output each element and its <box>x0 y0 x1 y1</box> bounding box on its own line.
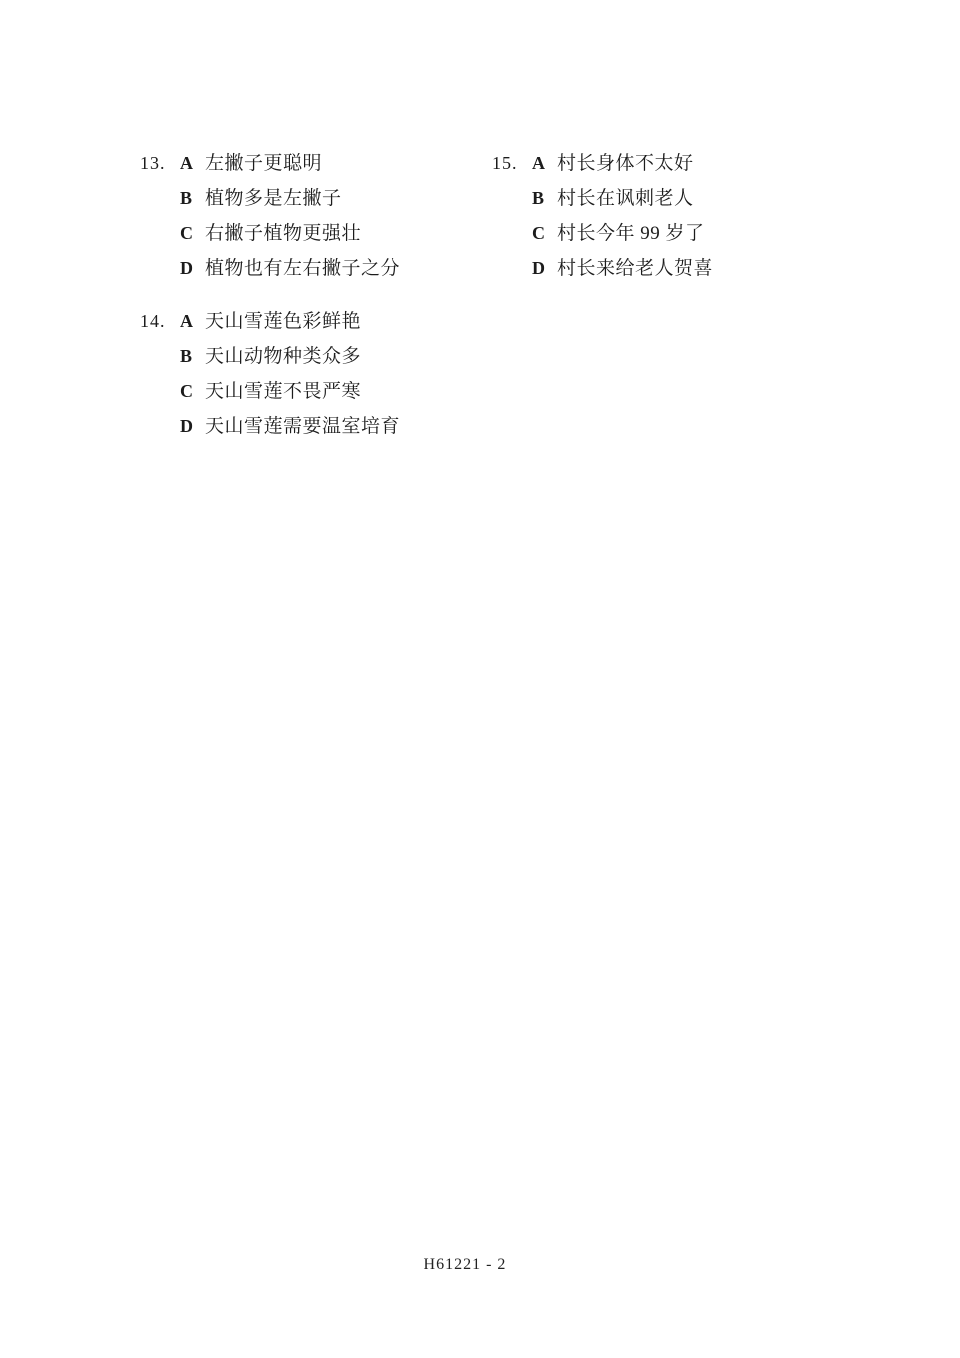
option-letter: C <box>180 223 193 243</box>
question-14 <box>140 304 400 444</box>
option-text: 天山雪莲需要温室培育 <box>205 416 401 437</box>
option-text: 植物多是左撇子 <box>205 188 342 209</box>
page-footer-code: H61221 - 2 <box>423 1256 507 1273</box>
option-15-a <box>532 146 713 181</box>
option-14-b <box>180 339 400 374</box>
option-letter: D <box>180 258 193 278</box>
option-letter: A <box>180 153 193 173</box>
question-number: 13. <box>140 153 166 173</box>
question-13 <box>140 146 400 286</box>
option-13-d <box>180 251 400 286</box>
option-15-d <box>532 251 713 286</box>
option-letter: D <box>532 258 545 278</box>
option-letter: C <box>532 223 545 243</box>
option-letter: B <box>180 346 193 366</box>
option-text: 右撇子植物更强壮 <box>205 223 362 244</box>
option-13-b <box>180 181 400 216</box>
question-number: 15. <box>492 153 518 173</box>
options-list <box>180 304 400 444</box>
right-column <box>492 146 713 304</box>
question-15 <box>492 146 713 286</box>
option-text: 天山雪莲不畏严寒 <box>205 381 362 402</box>
option-14-c <box>180 374 400 409</box>
option-letter: B <box>180 188 193 208</box>
question-number: 14. <box>140 311 166 331</box>
option-text: 村长身体不太好 <box>557 153 694 174</box>
option-letter: B <box>532 188 545 208</box>
option-text: 村长在讽刺老人 <box>557 188 694 209</box>
option-letter: A <box>532 153 545 173</box>
option-14-d <box>180 409 400 444</box>
option-text: 植物也有左右撇子之分 <box>205 258 401 279</box>
left-column <box>140 146 400 462</box>
option-text: 天山雪莲色彩鲜艳 <box>205 311 362 332</box>
option-text: 天山动物种类众多 <box>205 346 362 367</box>
option-letter: D <box>180 416 193 436</box>
option-text: 左撇子更聪明 <box>205 153 323 174</box>
option-13-c <box>180 216 400 251</box>
option-letter: C <box>180 381 193 401</box>
option-text: 村长来给老人贺喜 <box>557 258 714 279</box>
option-15-c <box>532 216 713 251</box>
option-text: 村长今年 99 岁了 <box>557 223 705 244</box>
options-list <box>180 146 400 286</box>
option-14-a <box>180 304 400 339</box>
option-letter: A <box>180 311 193 331</box>
option-15-b <box>532 181 713 216</box>
options-list <box>532 146 713 286</box>
option-13-a <box>180 146 400 181</box>
